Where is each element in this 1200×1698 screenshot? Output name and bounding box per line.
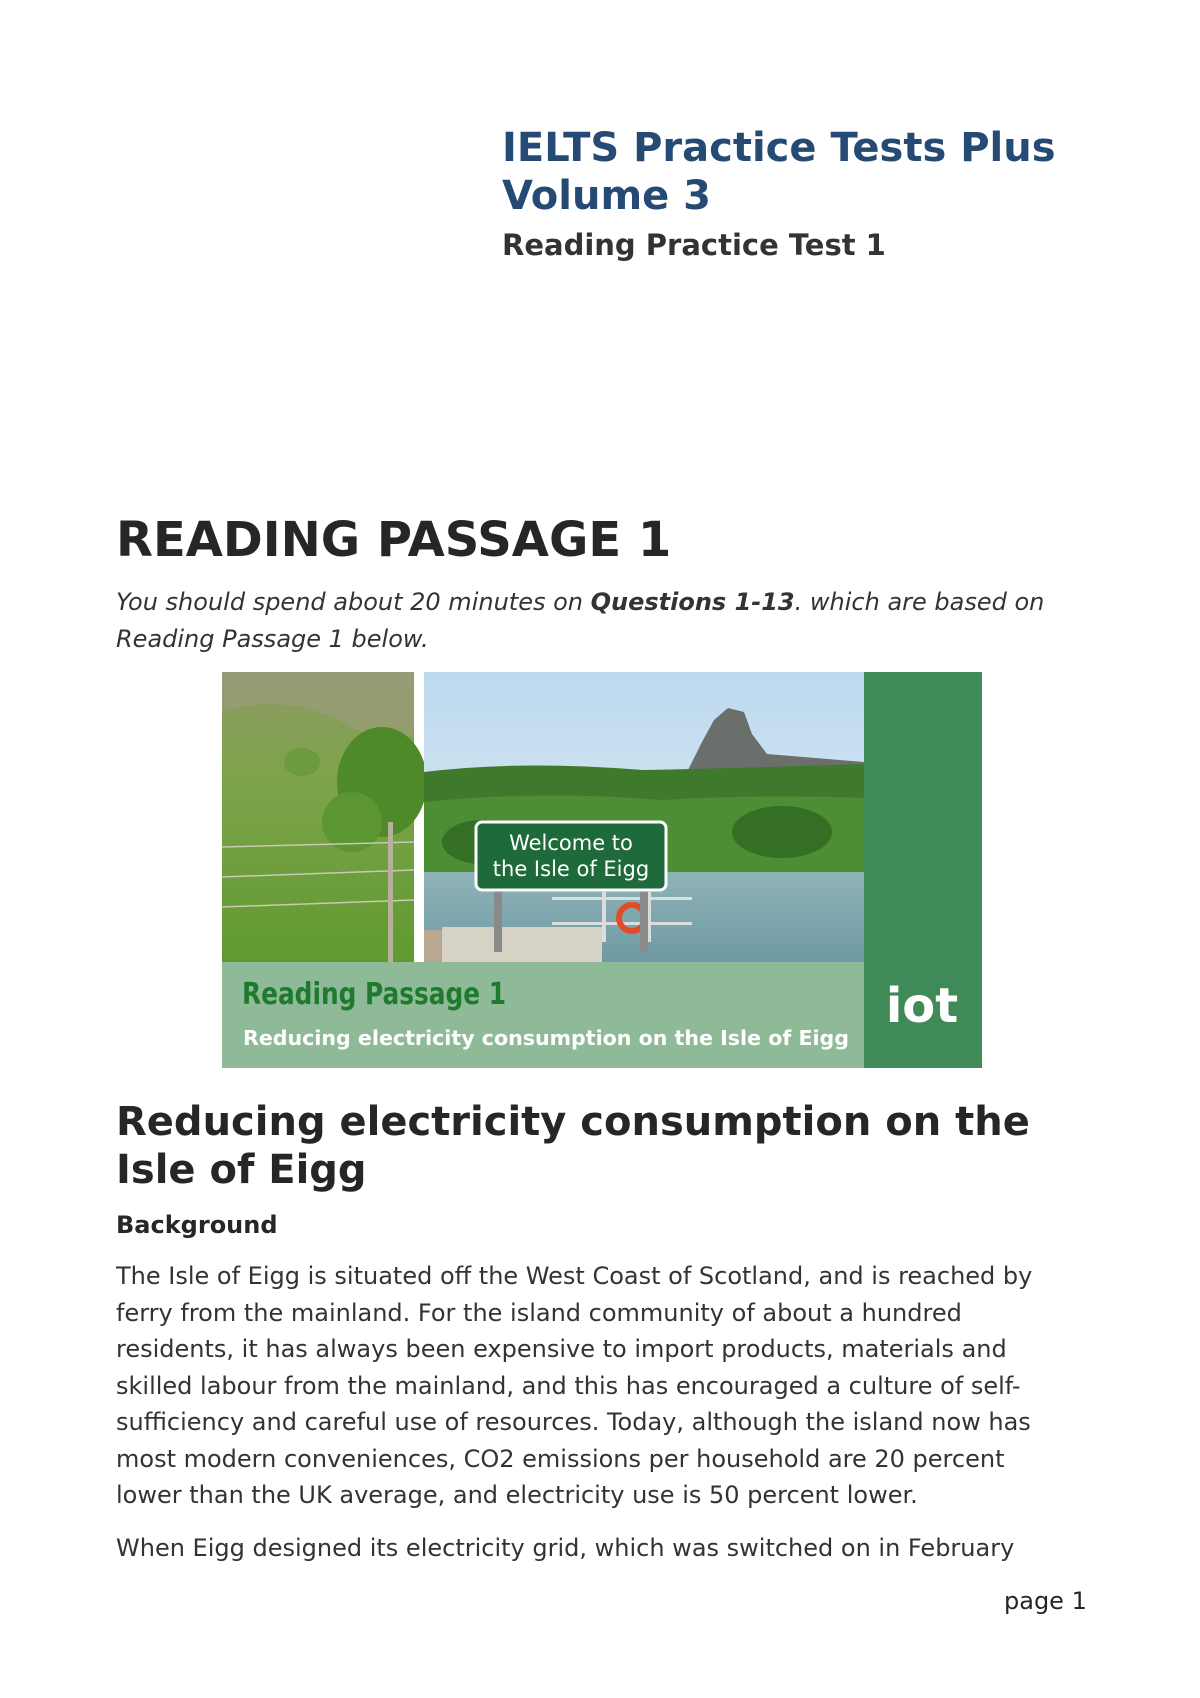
document-header xyxy=(502,124,1142,264)
passage-heading: READING PASSAGE 1 xyxy=(116,512,672,568)
sign-line-1: Welcome to xyxy=(509,831,633,855)
instructions-questions: Questions 1-13 xyxy=(590,588,795,616)
instructions-text-post: . which are based on Reading Passage 1 below. xyxy=(116,588,1045,653)
article-paragraph-1: The Isle of Eigg is situated off the West Coast of Scotland, and is reached by ferry from the mainland. For the island community of about a hundred residents, it has always been expensive to import products, materials and skilled labour from the mainland, and this has encouraged a culture of self-sufficiency and careful use of resources. Today, although the island now has most modern conveniences, CO2 emissions per household are 20 percent lower than the UK average, and electricity use is 50 percent lower. xyxy=(116,1262,1033,1509)
passage-instructions xyxy=(116,584,1086,658)
banner-label: Reading Passage 1 xyxy=(242,975,507,1012)
passage-banner-image xyxy=(222,672,982,1068)
article-paragraph-2: When Eigg designed its electricity grid, which was switched on in February xyxy=(116,1534,1015,1562)
document-subtitle: Reading Practice Test 1 xyxy=(502,228,886,262)
brand-logo: iot xyxy=(885,978,959,1034)
page-number: page 1 xyxy=(1004,1587,1087,1615)
article-title: Reducing electricity consumption on the Isle of Eigg xyxy=(116,1099,1030,1193)
document-title: IELTS Practice Tests Plus Volume 3 xyxy=(502,125,1056,219)
instructions-text-pre: You should spend about 20 minutes on xyxy=(116,588,591,616)
section-heading-background: Background xyxy=(116,1211,278,1239)
hillside-photo xyxy=(222,672,427,962)
sign-line-2: the Isle of Eigg xyxy=(492,857,650,881)
banner-caption: Reducing electricity consumption on the Isle of Eigg xyxy=(243,1026,849,1050)
